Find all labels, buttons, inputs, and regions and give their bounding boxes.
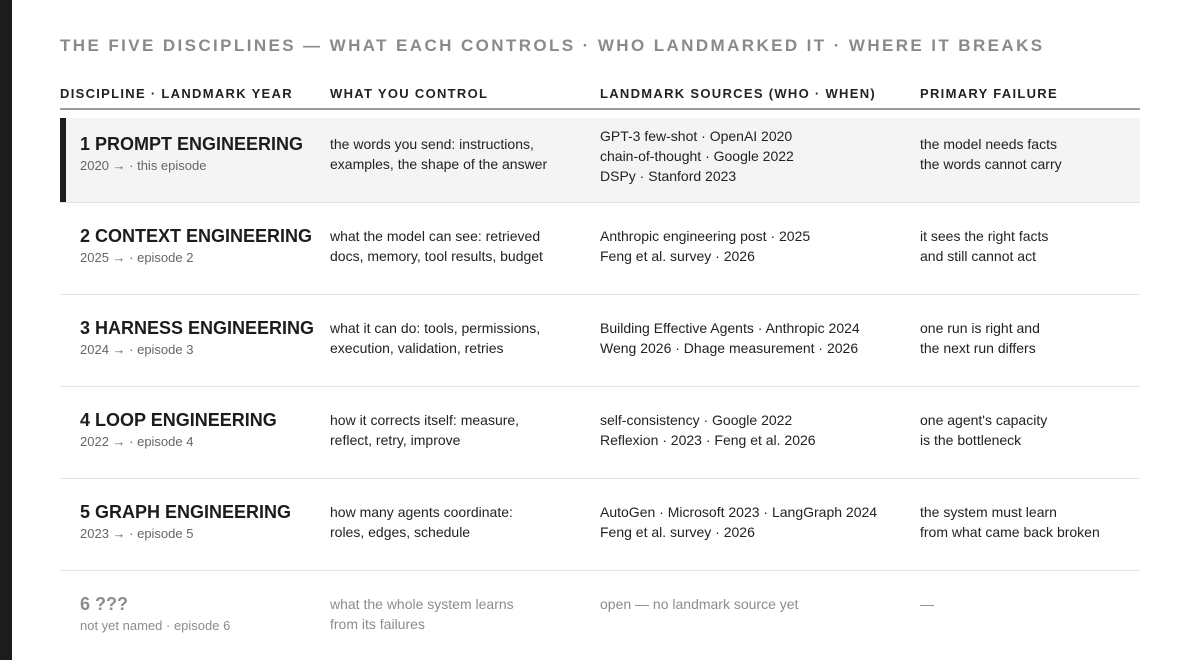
table-row-unnamed [60, 578, 1140, 662]
page-title: THE FIVE DISCIPLINES — WHAT EACH CONTROLS · WHO LANDMARKED IT · WHERE IT BREAKS [60, 36, 1045, 55]
failure-line: it sees the right facts [920, 228, 1049, 244]
control-line: how it corrects itself: measure, [330, 412, 520, 428]
header-discipline: DISCIPLINE · LANDMARK YEAR [60, 86, 293, 101]
table-row-context-engineering [60, 210, 1140, 294]
source-line: AutoGen · Microsoft 2023 · LangGraph 2024 [600, 504, 878, 520]
source-line: Reflexion · 2023 · Feng et al. 2026 [600, 432, 816, 448]
sources-cell [600, 594, 910, 614]
source-line: GPT-3 few-shot · OpenAI 2020 [600, 128, 793, 144]
failure-cell [920, 134, 1140, 174]
discipline-year: 2022 → · episode 4 [80, 434, 194, 449]
failure-line: is the bottleneck [920, 432, 1022, 448]
control-cell [330, 134, 580, 174]
failure-line: from what came back broken [920, 524, 1100, 540]
source-line: open — no landmark source yet [600, 596, 799, 612]
failure-line: the model needs facts [920, 136, 1057, 152]
sources-cell [600, 502, 910, 542]
source-line: DSPy · Stanford 2023 [600, 168, 737, 184]
discipline-year: 2020 → · this episode [80, 158, 207, 173]
control-line: reflect, retry, improve [330, 432, 461, 448]
discipline-year: 2024 → · episode 3 [80, 342, 194, 357]
source-line: Feng et al. survey · 2026 [600, 524, 755, 540]
control-line: docs, memory, tool results, budget [330, 248, 543, 264]
control-cell [330, 226, 580, 266]
failure-cell [920, 410, 1140, 450]
discipline-year: 2025 → · episode 2 [80, 250, 194, 265]
table-row-prompt-engineering [60, 118, 1140, 202]
failure-line: — [920, 596, 934, 612]
sources-cell [600, 226, 910, 266]
active-row-marker [60, 118, 66, 202]
table-row-harness-engineering [60, 302, 1140, 386]
sources-cell [600, 410, 910, 450]
failure-line: and still cannot act [920, 248, 1036, 264]
control-cell [330, 410, 580, 450]
discipline-year: 2023 → · episode 5 [80, 526, 194, 541]
failure-line: one agent's capacity [920, 412, 1048, 428]
header-failure: PRIMARY FAILURE [920, 86, 1058, 101]
control-line: what it can do: tools, permissions, [330, 320, 541, 336]
source-line: Anthropic engineering post · 2025 [600, 228, 811, 244]
discipline-name: 4 LOOP ENGINEERING [80, 410, 277, 430]
failure-cell [920, 502, 1140, 542]
source-line: self-consistency · Google 2022 [600, 412, 793, 428]
discipline-table [60, 118, 1140, 670]
source-line: Weng 2026 · Dhage measurement · 2026 [600, 340, 859, 356]
control-cell [330, 594, 580, 634]
failure-cell [920, 318, 1140, 358]
left-edge-bar [0, 0, 12, 660]
discipline-name: 2 CONTEXT ENGINEERING [80, 226, 313, 246]
control-line: examples, the shape of the answer [330, 156, 548, 172]
discipline-name: 1 PROMPT ENGINEERING [80, 134, 304, 154]
table-row-loop-engineering [60, 394, 1140, 478]
control-line: roles, edges, schedule [330, 524, 471, 540]
control-line: what the whole system learns [330, 596, 514, 612]
source-line: Building Effective Agents · Anthropic 2024 [600, 320, 860, 336]
failure-line: the next run differs [920, 340, 1036, 356]
failure-cell [920, 594, 1140, 614]
failure-line: the system must learn [920, 504, 1057, 520]
control-line: the words you send: instructions, [330, 136, 534, 152]
control-cell [330, 502, 580, 542]
control-cell [330, 318, 580, 358]
sources-cell [600, 318, 910, 358]
header-control: WHAT YOU CONTROL [330, 86, 489, 101]
header-sources: LANDMARK SOURCES (WHO · WHEN) [600, 86, 877, 101]
discipline-name: 6 ??? [80, 594, 128, 614]
failure-line: the words cannot carry [920, 156, 1062, 172]
discipline-name: 5 GRAPH ENGINEERING [80, 502, 292, 522]
control-line: from its failures [330, 616, 425, 632]
sources-cell [600, 126, 910, 186]
table-header [60, 86, 1140, 110]
source-line: Feng et al. survey · 2026 [600, 248, 755, 264]
source-line: chain-of-thought · Google 2022 [600, 148, 794, 164]
control-line: what the model can see: retrieved [330, 228, 541, 244]
discipline-name: 3 HARNESS ENGINEERING [80, 318, 315, 338]
failure-line: one run is right and [920, 320, 1040, 336]
control-line: execution, validation, retries [330, 340, 504, 356]
control-line: how many agents coordinate: [330, 504, 513, 520]
failure-cell [920, 226, 1140, 266]
table-row-graph-engineering [60, 486, 1140, 570]
discipline-year: not yet named · episode 6 [80, 618, 231, 633]
